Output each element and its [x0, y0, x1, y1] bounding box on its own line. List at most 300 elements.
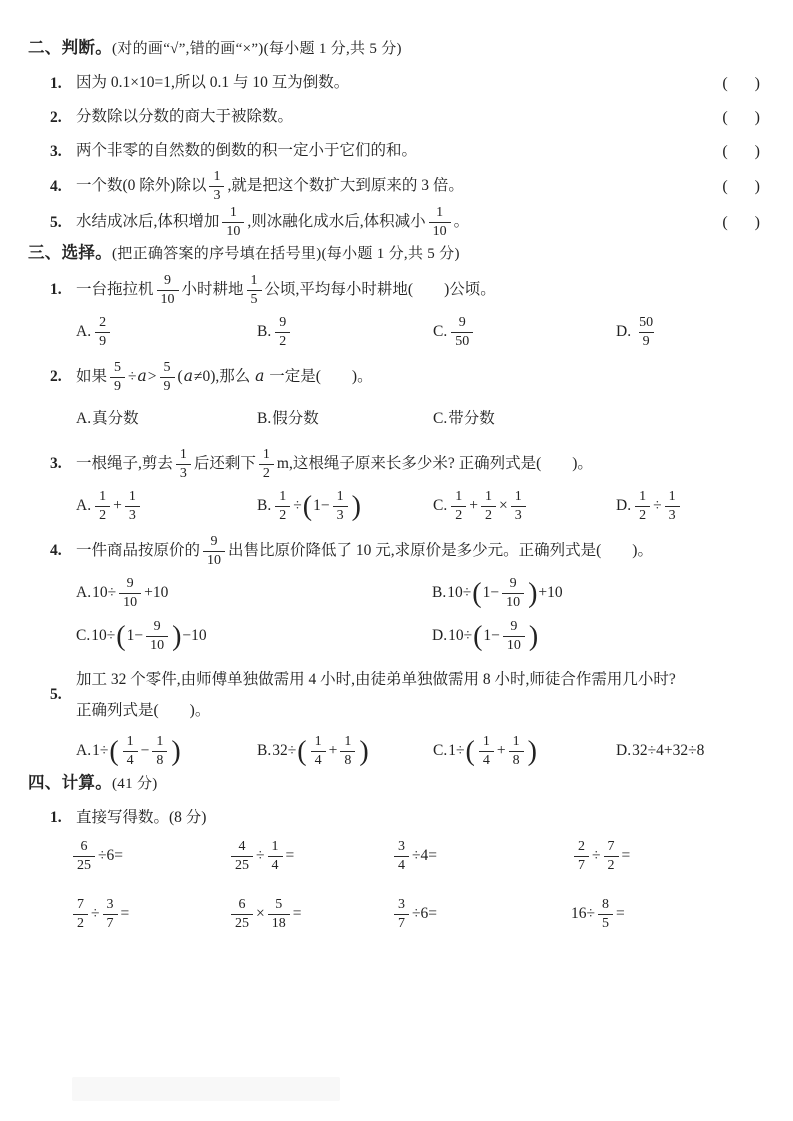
option-label: B.: [257, 409, 272, 427]
fraction-numerator: 5: [114, 359, 122, 375]
text-run: 10÷: [92, 583, 117, 601]
fraction-denominator: 3: [665, 506, 680, 523]
option-label: B.: [257, 323, 272, 340]
question-number: 3.: [50, 455, 62, 472]
option-b: [257, 407, 433, 431]
fraction-denominator: 9: [160, 377, 175, 394]
question-item: [50, 273, 760, 350]
option-label: A.: [76, 584, 92, 601]
option-b: B. 10÷ ( 1− $\frac{9}{10}$ ) +10: [432, 575, 563, 610]
bracket-close: ): [754, 108, 760, 126]
text-run: −10: [182, 626, 207, 644]
fraction-numerator: 4: [238, 838, 246, 854]
fraction: [73, 840, 95, 873]
fraction-numerator: 9: [510, 618, 518, 634]
section-title: 计算。: [61, 773, 113, 792]
fraction-numerator: 1: [455, 488, 463, 504]
fraction-denominator: 10: [119, 593, 141, 610]
bracket-close: ): [754, 177, 760, 195]
text-run: 16÷: [571, 904, 596, 922]
section-note: (对的画“√”,错的画“×”)(每小题 1 分,共 5 分): [112, 41, 402, 57]
section-number: 三、: [28, 243, 62, 262]
fraction: [203, 535, 225, 568]
fraction-denominator: 10: [503, 636, 525, 653]
fraction-numerator: 1: [279, 488, 287, 504]
option-b: [257, 316, 433, 349]
question-item: [50, 102, 760, 133]
bracket-open: (: [722, 142, 728, 160]
text-run: 。: [453, 213, 470, 231]
question-item: [50, 360, 760, 437]
text-run: 因为 0.1×10=1,所以 0.1 与 10 互为倒数。: [76, 74, 350, 92]
question-number: 5.: [50, 213, 62, 231]
fraction-denominator: 7: [574, 856, 589, 873]
fraction-numerator: 2: [578, 838, 585, 854]
fraction-denominator: 9: [95, 332, 110, 349]
text-run: ÷: [653, 496, 662, 514]
text-run: +: [496, 741, 506, 759]
text-run: =: [292, 904, 302, 922]
fraction-numerator: 7: [607, 838, 615, 854]
text-run: 10÷: [91, 626, 116, 644]
answer-bracket: [722, 109, 760, 127]
text-run: >: [147, 367, 157, 385]
fraction-denominator: 3: [125, 506, 140, 523]
fraction-denominator: 2: [604, 856, 619, 873]
fraction-denominator: 9: [639, 332, 654, 349]
option-label: A.: [76, 323, 92, 340]
text-run: ,就是把这个数扩大到原来的 3 倍。: [227, 177, 464, 195]
fraction-numerator: 9: [164, 272, 172, 288]
fraction: [222, 206, 244, 239]
fraction: [268, 840, 283, 873]
question-number: 5.: [50, 686, 62, 703]
fraction-denominator: 25: [73, 856, 95, 873]
option-a: A. 1÷ ( $\frac{1}{4}$ − $\frac{1}{8}$ ): [76, 733, 181, 768]
fraction-numerator: 50: [639, 314, 654, 330]
fraction-denominator: 8: [340, 751, 355, 768]
calc-expression: [70, 898, 228, 931]
text-run: =: [285, 846, 295, 864]
option-c: C. 10÷ ( 1− $\frac{9}{10}$ ) −10: [76, 618, 207, 653]
question-item: [50, 664, 760, 769]
calc-expression: [391, 898, 571, 931]
text-run: 假分数: [272, 409, 319, 427]
text-run: ÷4=: [412, 846, 437, 864]
fraction-denominator: 10: [222, 222, 244, 239]
fraction-denominator: 18: [268, 914, 290, 931]
fraction-numerator: 1: [128, 488, 136, 504]
question-text: [76, 206, 712, 239]
text-run: 1−: [483, 626, 500, 644]
fraction-numerator: 1: [314, 733, 322, 749]
fraction-numerator: 3: [398, 896, 405, 912]
option-label: B.: [432, 584, 447, 601]
options-row: [76, 488, 760, 524]
calc-expression: [391, 840, 571, 873]
bracket-close: ): [754, 142, 760, 160]
section-note: (41 分): [112, 776, 158, 792]
option-label: A.: [76, 497, 92, 514]
fraction: [95, 316, 110, 349]
text-run: 带分数: [448, 409, 495, 427]
section-choice: [28, 239, 760, 769]
option-a: [76, 577, 432, 610]
calc-title-row: [50, 805, 760, 827]
option-a: [76, 407, 257, 431]
fraction-numerator: 1: [156, 733, 164, 749]
text-run: −: [140, 741, 150, 759]
fraction: [394, 898, 409, 931]
fraction: [635, 490, 650, 523]
fraction-denominator: 2: [635, 506, 650, 523]
option-label: C.: [433, 497, 448, 514]
fraction-denominator: 5: [598, 914, 613, 931]
fraction: [73, 898, 88, 931]
text-run: +: [113, 496, 122, 514]
fraction: [665, 490, 680, 523]
fraction: [259, 448, 274, 481]
fraction-numerator: 1: [482, 733, 490, 749]
fraction-denominator: 2: [95, 506, 110, 523]
text-run: 1÷: [92, 741, 109, 759]
fraction-numerator: 1: [512, 733, 520, 749]
text-run: +10: [538, 583, 563, 601]
fraction: [95, 490, 110, 523]
option-c: C. 1÷ ( $\frac{1}{4}$ + $\frac{1}{8}$ ): [433, 733, 537, 768]
fraction: [604, 840, 619, 873]
fraction-denominator: 4: [268, 856, 283, 873]
text-run: ÷: [592, 846, 601, 864]
fraction: [451, 316, 473, 349]
section-heading: [28, 769, 760, 793]
question-line: [50, 360, 760, 394]
section-title: 选择。: [61, 243, 113, 262]
calc-expression: [571, 840, 760, 873]
fraction-denominator: 3: [176, 464, 191, 481]
fraction: [333, 490, 348, 523]
fraction: [503, 620, 525, 653]
text-run: 1÷: [448, 741, 465, 759]
fraction: [340, 735, 355, 768]
fraction-denominator: 10: [146, 636, 168, 653]
bracket-close: ): [754, 213, 760, 231]
fraction-numerator: 1: [262, 446, 270, 462]
text-run: ÷: [128, 367, 137, 385]
question-item: [50, 170, 760, 203]
text-run: 公顷,平均每小时耕地( )公顷。: [264, 280, 496, 298]
question-text: [76, 361, 760, 394]
fraction-numerator: 1: [213, 169, 221, 184]
fraction-denominator: 2: [259, 464, 274, 481]
fraction: [231, 898, 253, 931]
bracket-open: (: [722, 108, 728, 126]
worksheet: [28, 34, 760, 943]
option-label: C.: [433, 409, 448, 427]
fraction: [574, 840, 589, 873]
question-text: [76, 71, 712, 95]
question-number: 2.: [50, 108, 62, 126]
option-d: D. 10÷ ( 1− $\frac{9}{10}$ ): [432, 618, 539, 653]
fraction: [635, 316, 657, 349]
option-label: C.: [76, 627, 91, 644]
fraction-denominator: 25: [231, 914, 253, 931]
option-label: D.: [432, 627, 448, 644]
scan-artifact: [72, 1077, 340, 1101]
text-run: 水结成冰后,体积增加: [76, 213, 220, 231]
text-run: ÷6=: [98, 846, 123, 864]
question-item: [50, 206, 760, 239]
text-run: 正确列式是( )。: [76, 702, 211, 719]
fraction-denominator: 2: [451, 506, 466, 523]
fraction-denominator: 10: [502, 593, 524, 610]
question-text: [76, 139, 712, 163]
text-run: ≠0),那么: [193, 367, 255, 385]
text-run: ×: [498, 496, 508, 514]
calc-subsection: [50, 805, 760, 943]
text-run: 10÷: [448, 626, 473, 644]
option-label: C.: [433, 323, 448, 340]
text-run: ÷: [91, 904, 100, 922]
fraction: [119, 577, 141, 610]
text-run: =: [621, 846, 631, 864]
fraction: [394, 840, 409, 873]
text-run: 一台拖拉机: [76, 280, 154, 298]
text-run: 32÷4+32÷8: [632, 741, 705, 759]
option-label: C.: [433, 742, 448, 759]
text-run: 两个非零的自然数的倒数的积一定小于它们的和。: [76, 142, 418, 160]
fraction-numerator: 2: [99, 314, 107, 330]
fraction-numerator: 9: [458, 314, 466, 330]
fraction: [247, 274, 262, 307]
text-run: 分数除以分数的商大于被除数。: [76, 108, 294, 126]
section-title: 判断。: [61, 38, 113, 57]
option-d: [616, 739, 760, 763]
options-row: [76, 618, 760, 654]
section-number: 二、: [28, 38, 62, 57]
fraction: [511, 490, 526, 523]
section-heading: [28, 239, 760, 263]
fraction-denominator: 9: [110, 377, 125, 394]
fraction-numerator: 5: [275, 896, 283, 912]
fraction-numerator: 1: [639, 488, 647, 504]
option-d: [616, 316, 760, 349]
question-number: 1.: [50, 74, 62, 92]
bracket-open: (: [722, 177, 728, 195]
option-a: [76, 490, 257, 523]
fraction: [160, 361, 175, 394]
option-a: [76, 316, 257, 349]
text-run: +: [469, 496, 478, 514]
section-note: (把正确答案的序号填在括号里)(每小题 1 分,共 5 分): [112, 246, 460, 262]
text-run: 一件商品按原价的: [76, 541, 201, 559]
fraction-numerator: 1: [336, 488, 344, 504]
text-run: ÷: [293, 496, 302, 514]
fraction-numerator: 9: [126, 575, 134, 591]
fraction-denominator: 4: [479, 751, 494, 768]
fraction-denominator: 4: [311, 751, 326, 768]
fraction-denominator: 5: [247, 290, 262, 307]
question-text: [76, 448, 760, 481]
fraction-numerator: 1: [484, 488, 492, 504]
text-run: 出售比原价降低了 10 元,求原价是多少元。正确列式是( )。: [228, 541, 653, 559]
option-c: [433, 490, 616, 523]
fraction-numerator: 9: [279, 314, 287, 330]
fraction-numerator: 9: [509, 575, 517, 591]
text-run: 一个数(0 除外)除以: [76, 177, 207, 195]
section-number: 四、: [28, 773, 62, 792]
bracket-open: (: [722, 213, 728, 231]
text-run: +10: [144, 583, 169, 601]
calc-expression: [571, 898, 760, 931]
fraction: [157, 274, 179, 307]
question-text: [76, 535, 760, 568]
options-row: [76, 401, 760, 437]
fraction: [268, 898, 290, 931]
fraction-denominator: 7: [394, 914, 409, 931]
calc-expression: [228, 840, 391, 873]
question-line: [50, 447, 760, 481]
fraction: [176, 448, 191, 481]
fraction-numerator: 1: [229, 205, 237, 220]
text-run: m,这根绳子原来长多少米? 正确列式是( )。: [276, 454, 593, 472]
text-run: ÷: [256, 846, 265, 864]
fraction-denominator: 8: [509, 751, 524, 768]
fraction: [481, 490, 496, 523]
fraction-denominator: 2: [275, 506, 290, 523]
options-row: [76, 575, 760, 611]
fraction-denominator: 10: [429, 222, 451, 239]
fraction-numerator: 3: [106, 896, 114, 912]
calc-row: [70, 827, 760, 885]
fraction-numerator: 9: [153, 618, 161, 634]
option-b: B. $\frac{1}{2}$ ÷ ( 1− $\frac{1}{3}$ ): [257, 488, 361, 523]
fraction: [479, 735, 494, 768]
fraction: [311, 735, 326, 768]
fraction: [125, 490, 140, 523]
fraction: [231, 840, 253, 873]
fraction-numerator: 1: [250, 272, 258, 288]
option-label: D.: [616, 497, 632, 514]
fraction: [110, 361, 125, 394]
fraction-numerator: 5: [163, 359, 171, 375]
answer-bracket: [722, 178, 760, 196]
fraction: [146, 620, 168, 653]
math-variable: a: [137, 366, 147, 385]
text-run: 1−: [482, 583, 500, 601]
question-line: [50, 664, 760, 726]
fraction: [429, 206, 451, 239]
text-run: 一定是( )。: [265, 367, 373, 385]
fraction: [123, 735, 138, 768]
fraction-numerator: 1: [514, 488, 522, 504]
fraction-denominator: 3: [209, 186, 224, 203]
fraction-denominator: 4: [394, 856, 409, 873]
question-text: [76, 274, 760, 307]
option-label: D.: [616, 741, 632, 759]
fraction-denominator: 2: [275, 332, 290, 349]
fraction-numerator: 9: [210, 533, 218, 549]
fraction-denominator: 3: [511, 506, 526, 523]
text-run: =: [120, 904, 130, 922]
fraction-denominator: 4: [123, 751, 138, 768]
question-text: [76, 170, 712, 203]
options-row: [76, 733, 760, 769]
text-run: 一根绳子,剪去: [76, 454, 173, 472]
question-item: [50, 534, 760, 654]
option-label: B.: [257, 742, 272, 759]
options-row: [76, 314, 760, 350]
question-number: 3.: [50, 142, 62, 160]
question-line: [50, 534, 760, 568]
option-c: [433, 407, 616, 431]
text-run: 后还剩下: [193, 454, 256, 472]
text-run: ,则冰融化成水后,体积减小: [247, 213, 426, 231]
fraction: [152, 735, 167, 768]
fraction-numerator: 6: [80, 838, 88, 854]
answer-bracket: [722, 214, 760, 232]
fraction-denominator: 8: [152, 751, 167, 768]
option-label: A.: [76, 742, 92, 759]
text-run: =: [616, 904, 625, 922]
text-run: 1−: [126, 626, 144, 644]
fraction-numerator: 1: [179, 446, 187, 462]
subitem-number: 1.: [50, 809, 62, 826]
fraction: [451, 490, 466, 523]
text-run: ×: [256, 904, 265, 922]
answer-bracket: [722, 75, 760, 93]
fraction-numerator: 1: [126, 733, 134, 749]
fraction-numerator: 7: [77, 896, 84, 912]
calc-row: [70, 885, 760, 943]
text-run: 10÷: [447, 583, 472, 601]
text-run: 小时耕地: [181, 280, 244, 298]
calc-expression: [70, 840, 228, 873]
question-number: 4.: [50, 542, 62, 559]
fraction: [103, 898, 118, 931]
option-label: B.: [257, 497, 272, 514]
bracket-open: (: [722, 74, 728, 92]
text-run: ÷6=: [412, 904, 437, 922]
fraction-denominator: 25: [231, 856, 253, 873]
option-b: B. 32÷ ( $\frac{1}{4}$ + $\frac{1}{8}$ ): [257, 733, 369, 768]
math-variable: a: [183, 366, 193, 385]
question-number: 1.: [50, 281, 62, 298]
text-run: 如果: [76, 367, 108, 385]
calc-expression: [228, 898, 391, 931]
option-label: D.: [616, 323, 632, 340]
question-item: [50, 68, 760, 99]
text-run: 真分数: [92, 409, 139, 427]
fraction: [502, 577, 524, 610]
fraction-denominator: 10: [203, 551, 225, 568]
fraction-denominator: 50: [451, 332, 473, 349]
fraction: [209, 170, 224, 203]
fraction-denominator: 7: [103, 914, 118, 931]
option-c: [433, 316, 616, 349]
text-run: 1−: [313, 496, 330, 514]
question-number: 2.: [50, 368, 62, 385]
section-calculation: [28, 769, 760, 943]
text-run: 加工 32 个零件,由师傅单独做需用 4 小时,由徒弟单独做需用 8 小时,师徒合作需用几小时?: [76, 671, 676, 688]
question-item: [50, 136, 760, 167]
section-heading: [28, 34, 760, 58]
fraction-numerator: 1: [668, 488, 676, 504]
text-run: 32÷: [272, 741, 297, 759]
fraction-numerator: 1: [344, 733, 352, 749]
section-judgment: [28, 34, 760, 239]
fraction-numerator: 1: [436, 205, 444, 220]
